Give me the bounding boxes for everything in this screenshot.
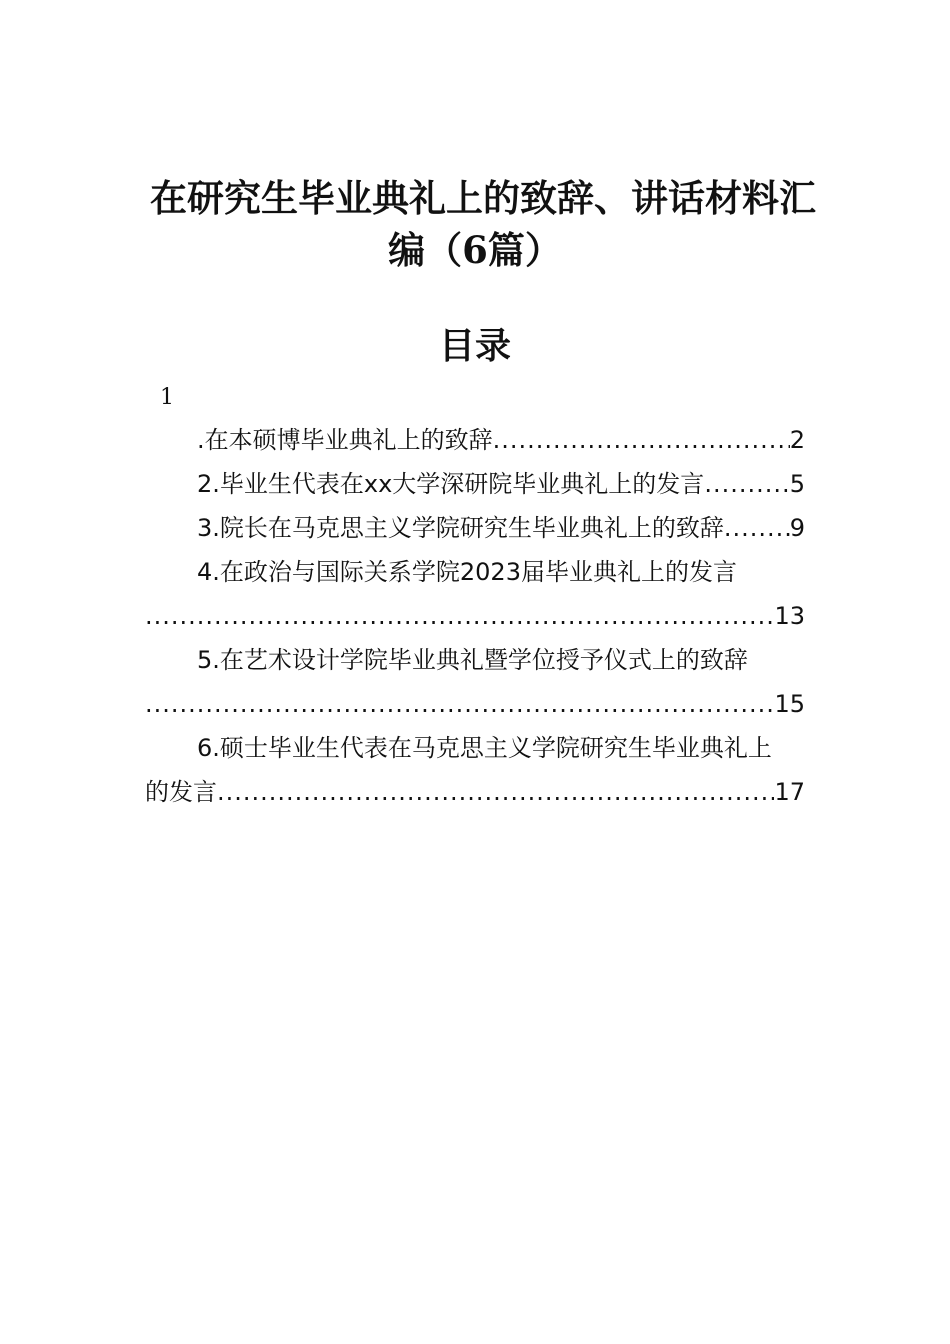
- title-line-1: 在研究生毕业典礼上的致辞、讲话材料汇: [150, 176, 816, 220]
- toc-entry-title: 5.在艺术设计学院毕业典礼暨学位授予仪式上的致辞: [197, 646, 748, 674]
- toc-leader-dots: [724, 506, 790, 550]
- toc-number: 1: [160, 385, 174, 410]
- toc-entry-line: [145, 550, 805, 594]
- toc-entry-line: [145, 770, 805, 814]
- toc-entry-line: [145, 638, 805, 682]
- document-title: [150, 172, 816, 276]
- toc-entry-title: 3.院长在马克思主义学院研究生毕业典礼上的致辞: [197, 514, 724, 542]
- toc-entry-5[interactable]: [145, 638, 805, 726]
- toc-leader-dots: [493, 418, 790, 462]
- toc-entry-line: [145, 594, 805, 638]
- toc-entry-3[interactable]: [145, 506, 805, 550]
- toc-heading: 目录: [438, 325, 511, 367]
- toc-entry-4[interactable]: [145, 550, 805, 638]
- toc-entry-title: 2.毕业生代表在xx大学深研院毕业典礼上的发言: [197, 470, 705, 498]
- toc-entry-page: 2: [789, 426, 805, 454]
- toc-entry-line: [145, 682, 805, 726]
- toc-leader-dots: [217, 770, 774, 814]
- toc-leader-dots: [145, 594, 774, 638]
- toc-entry-title-cont: 的发言: [145, 778, 217, 806]
- toc-entry-line: [145, 726, 805, 770]
- toc-entry-page: 5: [789, 470, 805, 498]
- toc-entry-6[interactable]: [145, 726, 805, 814]
- toc-entry-title: .在本硕博毕业典礼上的致辞: [197, 426, 493, 454]
- toc-entry-page: 17: [774, 778, 805, 806]
- toc-entry-title: 4.在政治与国际关系学院2023届毕业典礼上的发言: [197, 558, 737, 586]
- table-of-contents: [145, 418, 805, 814]
- title-line-2: 编（6篇）: [388, 228, 562, 272]
- toc-entry-page: 13: [774, 602, 805, 630]
- toc-entry-1[interactable]: [145, 418, 805, 462]
- toc-entry-page: 9: [789, 514, 805, 542]
- toc-leader-dots: [704, 462, 789, 506]
- toc-entry-title: 6.硕士毕业生代表在马克思主义学院研究生毕业典礼上: [197, 734, 772, 762]
- toc-entry-2[interactable]: [145, 462, 805, 506]
- toc-leader-dots: [145, 682, 774, 726]
- toc-entry-page: 15: [774, 690, 805, 718]
